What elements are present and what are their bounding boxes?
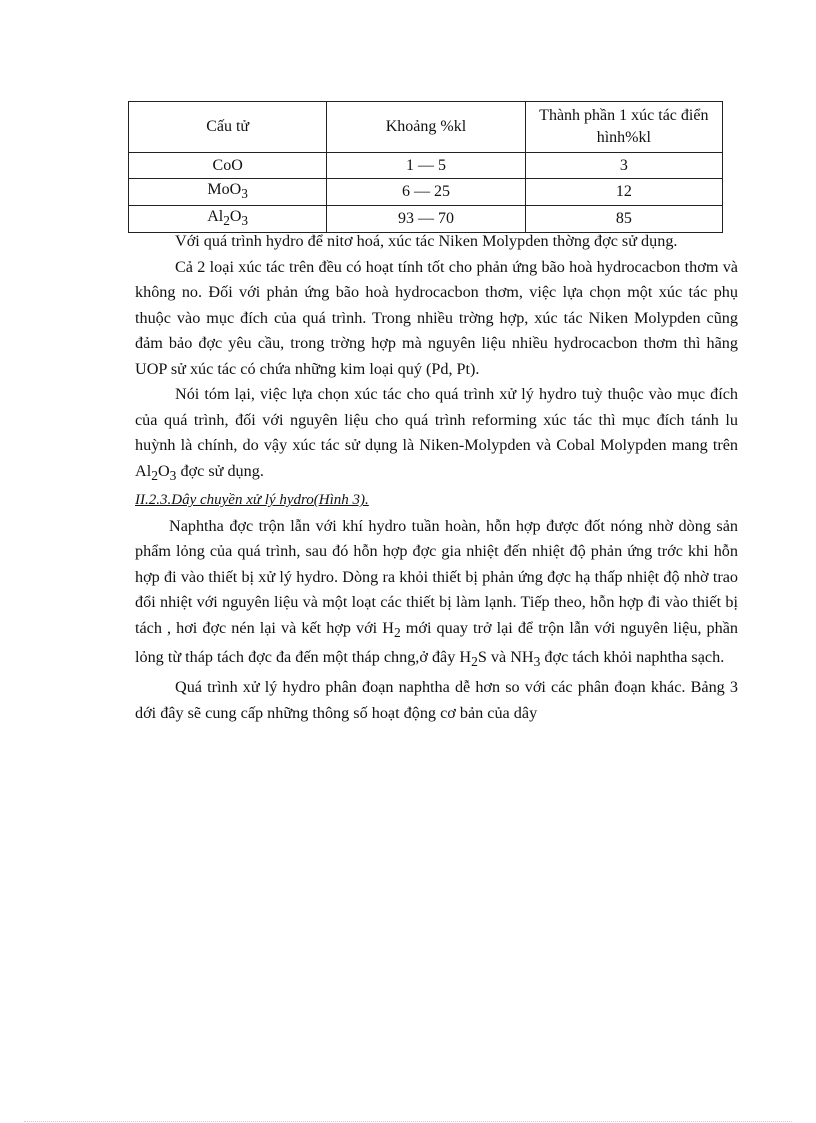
paragraph-2: Cả 2 loại xúc tác trên đều có hoạt tính tốt cho phản ứng bão hoà hydrocacbon thơm và không no. Đối với phản ứng bão hoà hydrocacbon thơm, việc lựa chọn một xúc tác phụ thuộc vào mục đích của quá trình. Trong nhiều trờng hợp, xúc tác Niken Molypden cũng đảm bảo đợc yêu cầu, trong trờng hợp mà nguyên liệu nhiều hydrocacbon thơm thì hãng UOP sử xúc tác có chứa những kim loại quý (Pd, Pt). — [135, 257, 738, 378]
paragraph-4 — [135, 514, 738, 675]
cell-range: 6 — 25 — [327, 179, 525, 206]
header-range: Khoảng %kl — [327, 102, 525, 153]
cell-component: MoO$_3$ — [129, 179, 327, 206]
page-footer-dotted-rule — [24, 1121, 792, 1122]
paragraph-4-text-c: đợc tách khỏi naphtha sạch. — [544, 648, 725, 667]
formula-nh3: $NH_3$ — [510, 648, 541, 670]
header-typical-label: Thành phần 1 xúc tác điển hình%kl — [539, 107, 709, 146]
header-component: Cấu tử — [129, 102, 327, 153]
table-header-row — [129, 102, 723, 153]
section-heading: II.2.3.Dây chuyền xử lý hydro(Hình 3). — [135, 492, 369, 509]
table-row — [129, 179, 723, 206]
paragraph-3-text: Nói tóm lại, việc lựa chọn xúc tác cho quá trình xử lý hydro tuỳ thuộc vào mục đích của quá trình, đối với nguyên liệu cho quá trình reforming xúc tác thì mục đích tánh lu huỳnh là chính, do vậy xúc tác sử dụng là Niken-Molypden và Cobal Molypden mang trên — [135, 385, 738, 454]
paragraph-3 — [135, 382, 738, 488]
paragraph-4-text-b: mới quay trở lại để trộn lẫn với nguyên liệu, phần lỏng từ tháp tách đợc đa đến một tháp chng,ở đây — [135, 618, 739, 667]
header-typical — [525, 102, 722, 153]
formula-h2s: $H_2S$ — [459, 648, 487, 670]
cell-range: 1 — 5 — [327, 153, 525, 179]
cell-component: $Al_2O_3$ — [129, 206, 327, 233]
cell-component: CoO — [129, 153, 327, 179]
catalyst-composition-table — [128, 101, 723, 233]
paragraph-5: Quá trình xử lý hydro phân đoạn naphtha dễ hơn so với các phân đoạn khác. Bảng 3 dới đây sẽ cung cấp những thông số hoạt động cơ bản của dây — [135, 678, 738, 722]
paragraph-4-and: và — [490, 648, 507, 667]
formula-al2o3: $Al_2O_3$ — [135, 461, 177, 483]
body-text — [135, 229, 738, 726]
cell-typical: 12 — [525, 179, 722, 206]
formula-h2: $H_2$ — [382, 618, 401, 640]
table-row — [129, 153, 723, 179]
cell-typical: 85 — [525, 206, 722, 233]
paragraph-3-end: đợc sử dụng. — [180, 461, 264, 480]
paragraph-1: Với quá trình hydro để nitơ hoá, xúc tác Niken Molypden thờng đợc sử dụng. — [175, 232, 678, 250]
cell-typical: 3 — [525, 153, 722, 179]
cell-range: 93 — 70 — [327, 206, 525, 233]
paragraph-4-text-a: Naphtha đợc trộn lẫn với khí hydro tuần hoàn, hỗn hợp được đốt nóng nhờ dòng sản phẩm lỏng của quá trình, sau đó hỗn hợp đợc gia nhiệt đến nhiệt độ phản ứng trớc khi hỗn hợp đi vào thiết bị xử lý hydro. Dòng ra khỏi thiết bị phản ứng đợc hạ thấp nhiệt độ nhờ trao đổi nhiệt với nguyên liệu và một loạt các thiết bị làm lạnh. Tiếp theo, hỗn hợp đi vào thiết bị tách , hơi đợc nén lại và kết hợp với — [135, 516, 738, 637]
